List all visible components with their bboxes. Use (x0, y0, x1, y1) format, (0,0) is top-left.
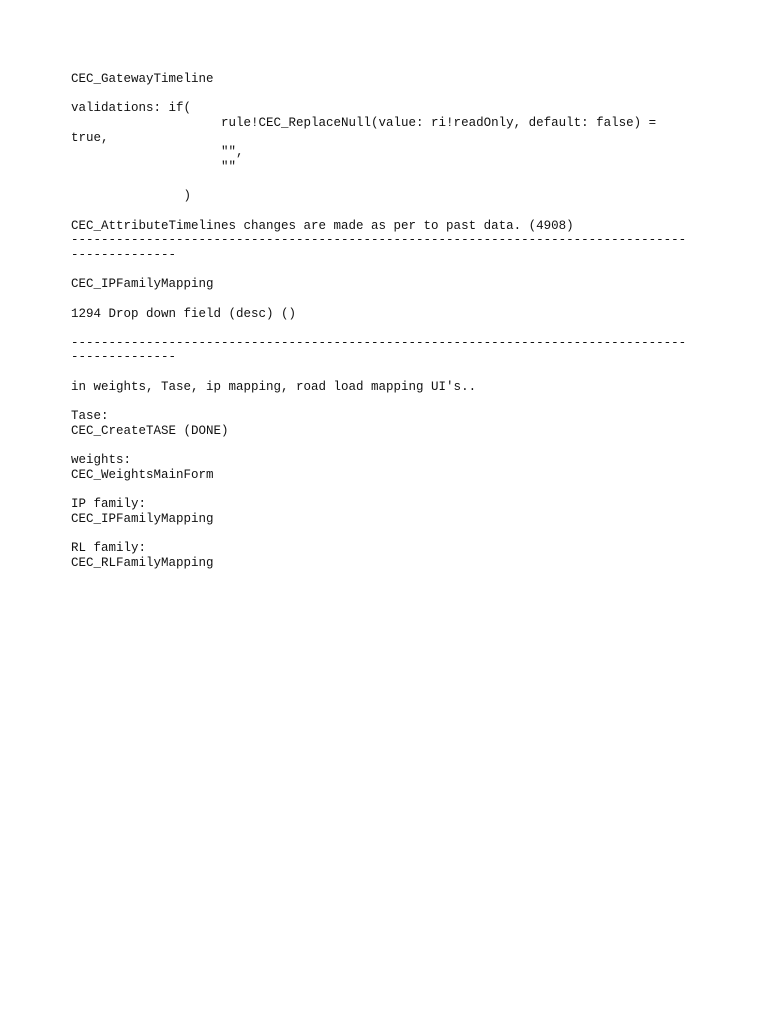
doc-line-weights-heading: weights: (71, 453, 132, 467)
doc-line-ip-family-heading: IP family: (71, 497, 147, 511)
doc-line-close-paren: ) (71, 189, 192, 203)
doc-divider-1b: -------------- (71, 248, 177, 262)
doc-line-validations: validations: if( (71, 101, 192, 115)
doc-divider-1a: ---------------------------------------------------------------------------------- (71, 233, 687, 247)
doc-line-rl-family-heading: RL family: (71, 541, 147, 555)
doc-line-ip-family-mapping-2: CEC_IPFamilyMapping (71, 512, 214, 526)
doc-divider-2b: -------------- (71, 350, 177, 364)
doc-line-create-tase: CEC_CreateTASE (DONE) (71, 424, 229, 438)
doc-line-replace-null: rule!CEC_ReplaceNull(value: ri!readOnly, default: false) = (71, 116, 657, 130)
doc-line-tase-heading: Tase: (71, 409, 109, 423)
doc-line-weights-summary: in weights, Tase, ip mapping, road load mapping UI's.. (71, 380, 477, 394)
doc-line-gateway-timeline: CEC_GatewayTimeline (71, 72, 214, 86)
doc-line-drop-down-field: 1294 Drop down field (desc) () (71, 307, 297, 321)
doc-line-empty-string-2: "" (71, 160, 237, 174)
doc-line-true: true, (71, 131, 109, 145)
doc-line-attribute-timelines: CEC_AttributeTimelines changes are made as per to past data. (4908) (71, 219, 574, 233)
doc-line-ip-family-mapping: CEC_IPFamilyMapping (71, 277, 214, 291)
doc-divider-2a: ---------------------------------------------------------------------------------- (71, 336, 687, 350)
doc-line-empty-string-1: "", (71, 145, 244, 159)
doc-line-rl-family-mapping: CEC_RLFamilyMapping (71, 556, 214, 570)
doc-line-weights-main-form: CEC_WeightsMainForm (71, 468, 214, 482)
